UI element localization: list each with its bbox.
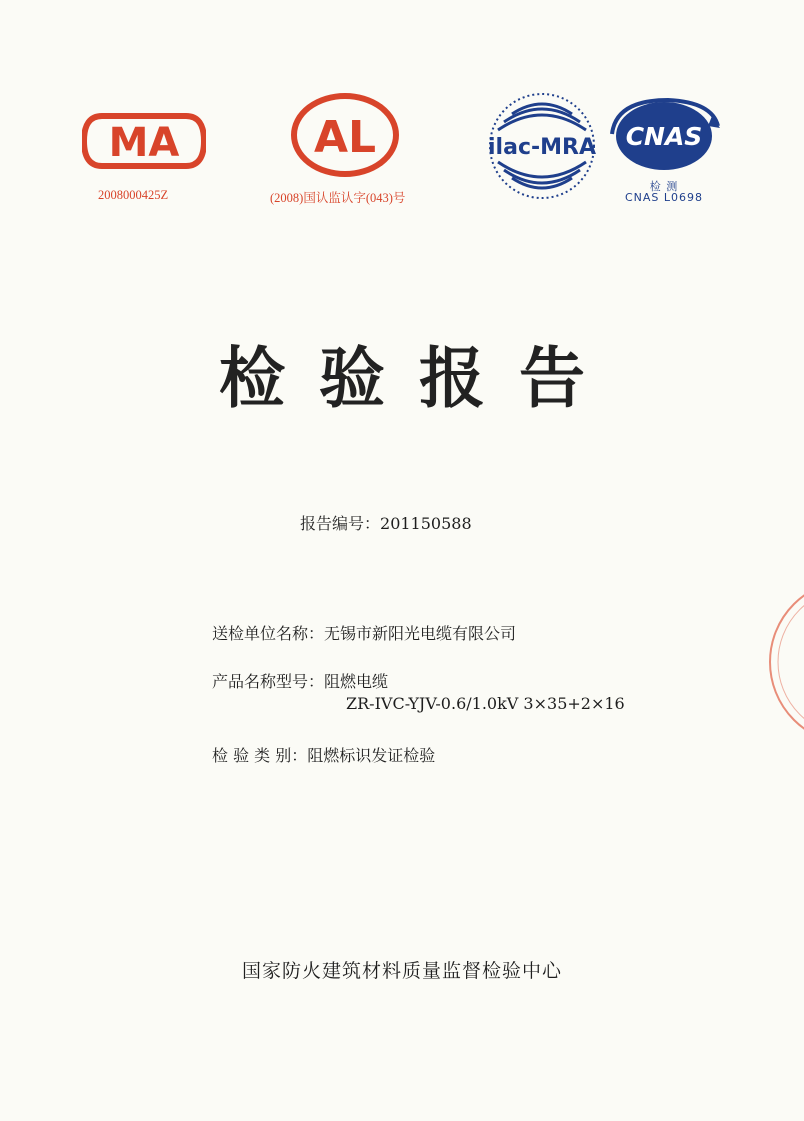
cma-logo <box>82 110 206 176</box>
cnas-logo-text: CNAS <box>625 122 703 151</box>
cal-logo-text: AL <box>313 112 377 163</box>
ilac-mra-text: ilac-MRA <box>488 135 596 160</box>
cma-number: 2008000425Z <box>98 188 169 202</box>
cal-logo-mark <box>290 92 400 178</box>
cnas-mark <box>608 96 720 176</box>
submitter-label: 送检单位名称： <box>212 624 325 643</box>
ilac-mra-mark <box>486 90 598 202</box>
cma-logo-text: MA <box>108 120 180 166</box>
seal-icon <box>760 590 804 740</box>
product-label: 产品名称型号： <box>212 672 325 691</box>
report-number-label: 报告编号： <box>300 514 381 533</box>
inspection-type-label: 检 验 类 别： <box>212 746 308 765</box>
report-number-row <box>300 511 472 534</box>
product-value-line1: 阻燃电缆 <box>324 672 389 691</box>
cnas-caption-2: CNAS L0698 <box>624 191 704 204</box>
report-title: 检验报告 <box>219 340 619 417</box>
product-row <box>212 669 388 692</box>
submitter-value: 无锡市新阳光电缆有限公司 <box>324 624 517 643</box>
cnas-caption-1: 检 测 <box>649 180 679 193</box>
cnas-logo <box>608 96 720 180</box>
cal-logo <box>290 92 400 182</box>
cma-logo-mark <box>82 110 206 172</box>
inspection-type-value: 阻燃标识发证检验 <box>307 746 436 765</box>
report-number-value: 201150588 <box>380 514 472 533</box>
cal-number: (2008)国认监认字(043)号 <box>270 191 406 205</box>
partial-seal <box>760 590 804 744</box>
product-value-line2: ZR-IVC-YJV-0.6/1.0kV 3×35+2×16 <box>346 694 625 713</box>
inspection-type-row <box>212 743 435 766</box>
issuing-organization: 国家防火建筑材料质量监督检验中心 <box>241 960 562 982</box>
submitter-row <box>212 621 516 644</box>
ilac-mra-logo <box>486 90 598 206</box>
